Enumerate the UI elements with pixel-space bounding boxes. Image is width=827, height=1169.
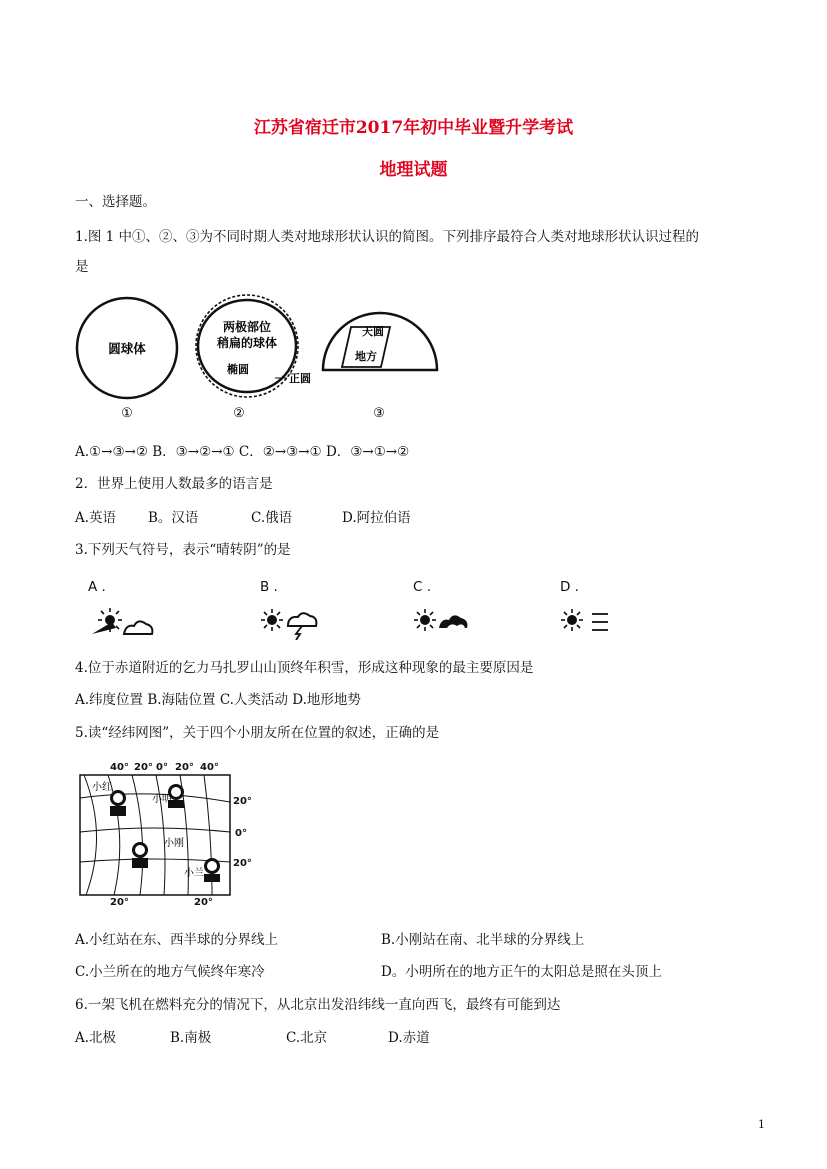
- kid-xiaolan: [204, 858, 220, 882]
- svg-text:小红: [92, 780, 112, 793]
- q6-option-b: B.南极: [170, 1030, 212, 1046]
- sunny-to-fog-icon-d: [558, 600, 628, 640]
- q2-option-a: A.英语: [75, 510, 117, 526]
- q1-stem: 1.图 1 中①、②、③为不同时期人类对地球形状认识的简图。下列排序最符合人类对地球形状认识过程的: [75, 229, 700, 245]
- kid-name-xiaoming: 小明: [152, 794, 172, 805]
- q2-option-b: B。汉语: [148, 510, 199, 526]
- q2-option-d: D.阿拉伯语: [342, 510, 411, 526]
- fig-label-earth: 地方: [355, 350, 377, 363]
- kid-name-xiaogang: 小刚: [164, 838, 184, 849]
- kid-xiaohong: [110, 790, 126, 816]
- q5-option-b: B.小刚站在南、北半球的分界线上: [381, 932, 585, 948]
- fig-num-3: ③: [373, 406, 385, 421]
- fig-label-ellipse: 椭圆: [227, 363, 249, 376]
- q1-options: A.①→③→② B．③→②→① C．②→③→① D．③→①→②: [75, 444, 410, 460]
- kid-name-xiaolan: 小兰: [184, 868, 204, 879]
- lon-label: 20°: [194, 897, 213, 908]
- q1-stem-cont: 是: [75, 259, 89, 275]
- fig-num-1: ①: [121, 406, 133, 421]
- fig-label-flattened-1: 两极部位: [222, 320, 272, 334]
- lat-label: 20°: [233, 858, 252, 869]
- sunny-to-cloudy-icon-a: [88, 600, 158, 640]
- page-subtitle: 地理试题: [379, 160, 448, 180]
- fig-label-true-circle: 正圆: [289, 372, 311, 385]
- svg-text:小刚: [164, 836, 184, 849]
- svg-text:小兰: [184, 866, 204, 879]
- q3-label-a: A .: [88, 579, 106, 595]
- q4-options: A.纬度位置 B.海陆位置 C.人类活动 D.地形地势: [75, 692, 361, 708]
- fig-label-sphere: 圆球体: [108, 341, 146, 356]
- q5-option-a: A.小红站在东、西半球的分界线上: [75, 932, 279, 948]
- sunny-to-rain-icon-b: [258, 600, 328, 640]
- q6-option-d: D.赤道: [388, 1030, 430, 1046]
- kid-name-xiaohong: 小红: [92, 782, 112, 793]
- fig-label-flattened-2: 稍扁的球体: [216, 336, 278, 350]
- page-title: 江苏省宿迁市2017年初中毕业暨升学考试: [253, 118, 574, 138]
- graticule-map: [72, 758, 272, 910]
- lon-label: 0°: [156, 762, 168, 773]
- q6-option-a: A.北极: [75, 1030, 117, 1046]
- lon-label: 20°: [134, 762, 153, 773]
- svg-text:小明: [152, 792, 172, 805]
- q4-stem: 4.位于赤道附近的乞力马扎罗山山顶终年积雪，形成这种现象的最主要原因是: [75, 660, 534, 676]
- q5-stem: 5.读“经纬网图”，关于四个小朋友所在位置的叙述，正确的是: [75, 725, 440, 741]
- q2-stem: 2．世界上使用人数最多的语言是: [75, 476, 273, 492]
- lat-label: 0°: [235, 828, 247, 839]
- q6-stem: 6.一架飞机在燃料充分的情况下，从北京出发沿纬线一直向西飞，最终有可能到达: [75, 997, 561, 1013]
- earth-shape-figure: [70, 292, 490, 427]
- lon-label: 20°: [110, 897, 129, 908]
- q3-label-c: C .: [413, 579, 432, 595]
- q3-label-b: B .: [260, 579, 278, 595]
- sunny-to-cloudy-icon-c: [411, 600, 481, 640]
- lon-label: 40°: [200, 762, 219, 773]
- q5-option-d: D。小明所在的地方正午的太阳总是照在头顶上: [381, 964, 662, 980]
- kid-xiaogang: [132, 842, 148, 868]
- q5-option-c: C.小兰所在的地方气候终年寒冷: [75, 964, 265, 980]
- page-number: 1: [758, 1118, 765, 1131]
- lon-label: 40°: [110, 762, 129, 773]
- section-heading: 一、选择题。: [75, 194, 156, 210]
- fig-label-sky: 天圆: [362, 325, 384, 338]
- lat-label: 20°: [233, 796, 252, 807]
- q2-option-c: C.俄语: [251, 510, 293, 526]
- q3-label-d: D .: [560, 579, 579, 595]
- lon-label: 20°: [175, 762, 194, 773]
- q6-option-c: C.北京: [286, 1030, 328, 1046]
- q3-stem: 3.下列天气符号，表示“晴转阴”的是: [75, 542, 291, 558]
- fig-num-2: ②: [233, 406, 245, 421]
